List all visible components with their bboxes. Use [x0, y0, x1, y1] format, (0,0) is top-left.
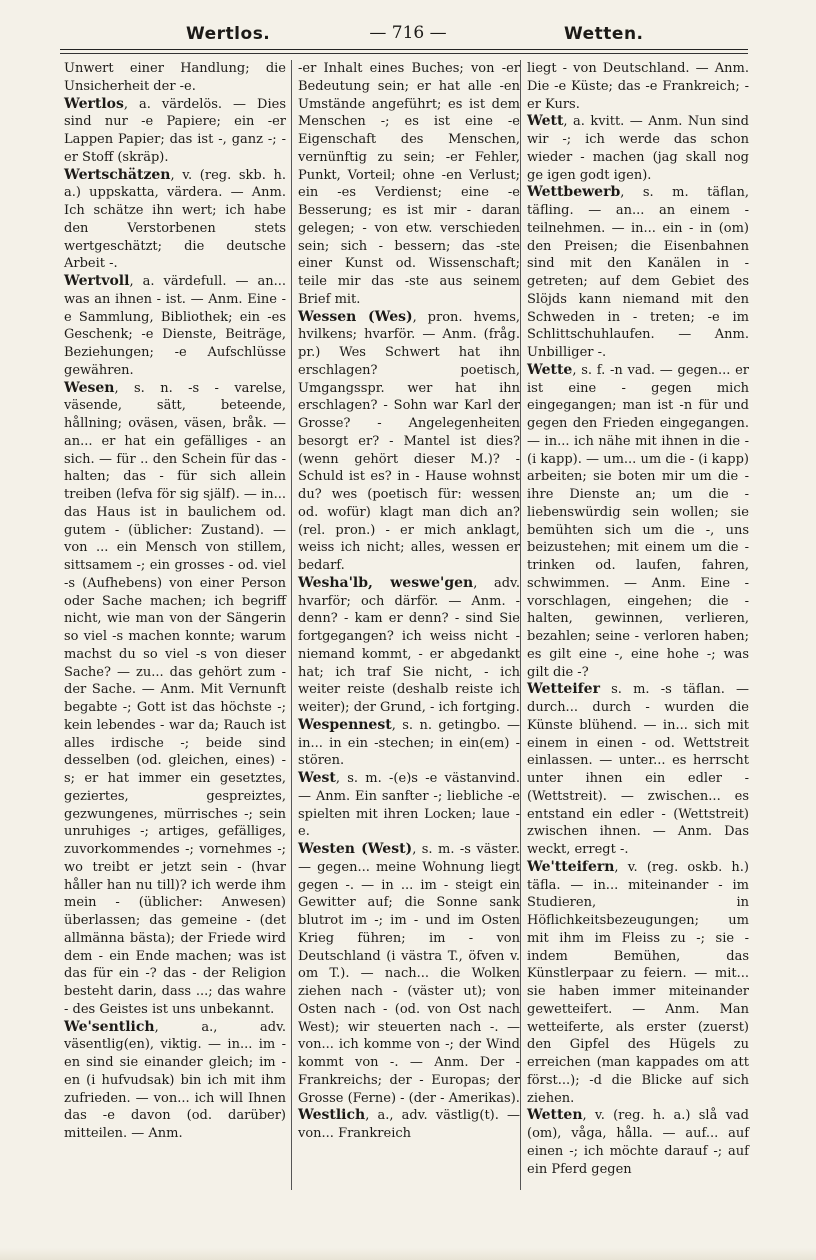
column-divider	[520, 60, 521, 1190]
column-1	[64, 60, 286, 1143]
entry-wessen: Wessen (Wes), pron. hvems, hvilkens; hvarför. — Anm. (fråg. pr.) Wes Schwert hat ihn erschlagen? poetisch, Umgangsspr. wer hat ihn erschlagen? - Sohn war Karl der Grosse? - Angelegenheiten besorgt er? - Mantel ist dies? (wenn gehört dieser M.)? - Schuld ist es? in - Hause wohnst du? wes (poetisch für: wessen od. wofür) klagt man dich an? (rel. pron.) - er mich anklagt, weiss ich nicht; alles, wessen er bedarf.	[298, 308, 520, 573]
headword: Wertlos	[64, 95, 124, 112]
column-3	[527, 60, 749, 1178]
headword: Wesen	[64, 379, 115, 396]
headword: Wett	[527, 113, 564, 130]
entry-text: liegt - von Deutschland. — Anm. Die -e Küste; das -e Frankreich; -er Kurs.	[527, 61, 749, 112]
headword: Wertvoll	[64, 273, 130, 289]
entry-wettbewerb: Wettbewerb, s. m. täflan, täfling. — an... an einem - teilnehmen. — in... ein - in (om) den Preisen; die Eisenbahnen sind mit den Kanälen in - getreten; auf dem Gebiet des Slöjds kann niemand mit den Schweden in - treten; -e im Schlittschuhlaufen. — Anm. Unbilliger -.	[527, 184, 749, 360]
headword: West	[298, 770, 336, 786]
entry-wette: Wette, s. f. -n vad. — gegen... er ist eine - gegen mich eingegangen; man ist -n für und gegen den Frieden eingegangen. — in... ich nähe mit ihnen in die - (i kapp). — um... um die - (i kapp) arbeiten; sie boten mir um die - ihre Dienste an; um die - liebenswürdig sein wollen; sie bemühten sich um die -, uns beizustehen; mit einem um die - trinken od. laufen, fahren, schwimmen. — Anm. Eine - vorschlagen, eingehen; die - halten, gewinnen, verlieren, bezahlen; seine - verloren haben; es gilt eine -, eine hohe -; was gilt die -?	[527, 361, 749, 680]
headword: Wertschätzen	[64, 166, 171, 183]
entry-text: Unwert einer Handlung; die Unsicherheit der -e.	[64, 61, 286, 94]
entry-text: -er Inhalt eines Buches; von -er Bedeutung sein; er hat alle -en Umstände angeführt; es ist dem Menschen -; es ist eine -e Eigenschaft des Menschen, vernünftig zu sein; -er Fehler, Punkt, Vorteil; ohne -en Verlust; ein -es Verdienst; eine -e Besserung; es ist mir - daran gelegen; - von etw. verschieden sein; sich - bessern; das -ste einer Kunst od. Wissenschaft; teile mir das -ste aus seinem Brief mit.	[298, 61, 520, 307]
headword: We'tteifern	[527, 858, 615, 875]
entry-weshalb: Wesha'lb, weswe'gen, adv. hvarför; och därför. — Anm. - denn? - kam er denn? - sind Sie fortgegangen? ich weiss nicht - niemand kommt, - er abgedankt hat; ich traf Sie nicht, - ich weiter reiste (deshalb reiste ich weiter); der Grund, - ich fortging.	[298, 574, 520, 715]
entry-wetteifern: We'tteifern, v. (reg. oskb. h.) täfla. — in... miteinander - im Studieren, in Höflichkeitsbezeugungen; um mit ihm im Fleiss zu -; sie - indem Bemühen, das Künstlerpaar zu feiern. — mit... sie haben immer miteinander gewetteifert. — Anm. Man wetteiferte, als erster (zuerst) den Gipfel des Hügels zu erreichen (man kappades om att först...); -d die Blicke auf sich ziehen.	[527, 858, 749, 1106]
headword: Westen (West)	[298, 841, 413, 857]
entry-wertschaetzen: Wertschätzen, v. (reg. skb. h. a.) uppskatta, värdera. — Anm. Ich schätze ihn wert; ich habe den Verstorbenen stets wertgeschätzt; die deutsche Arbeit -.	[64, 166, 286, 272]
entry-wett: Wett, a. kvitt. — Anm. Nun sind wir -; ich werde das schon wieder - machen (jag skall nog ge igen godt igen).	[527, 113, 749, 183]
headword: Wetten	[527, 1107, 583, 1124]
entry-wetten: Wetten, v. (reg. h. a.) slå vad (om), våga, hålla. — auf... auf einen -; ich möchte darauf -; auf ein Pferd gegen	[527, 1107, 749, 1177]
headword: Wespennest	[298, 716, 392, 733]
page-bottom-edge	[0, 1248, 816, 1260]
entry-west: West, s. m. -(e)s -e västanvind. — Anm. Ein sanfter -; liebliche -e spielten mit ihren Locken; laue -e.	[298, 770, 520, 840]
entry-wetteifer: Wetteifer s. m. -s täflan. — durch... durch - wurden die Künste blühend. — in... sich mit einem in einen - od. Wettstreit einlassen. — unter... es herrscht unter ihnen ein edler - (Wettstreit). — zwischen... es entstand ein edler - (Wettstreit) zwischen ihnen. — Anm. Das weckt, erregt -.	[527, 681, 749, 857]
header-rule-thin	[60, 53, 748, 54]
header-last-entry: Wetten.	[564, 24, 644, 44]
entry-wertvoll: Wertvoll, a. värdefull. — an... was an ihnen - ist. — Anm. Eine -e Sammlung, Bibliothek; ein -es Geschenk; -e Dienste, Beiträge, Beziehungen; -e Aufschlüsse gewähren.	[64, 273, 286, 378]
header-rule	[60, 49, 748, 50]
headword: We'sentlich	[64, 1018, 155, 1035]
entry-westlich: Westlich, a., adv. västlig(t). — von... Frankreich	[298, 1107, 520, 1141]
page-number: — 716 —	[369, 23, 447, 43]
entry-wesen: Wesen, s. n. -s - varelse, väsende, sätt, beteende, hållning; oväsen, väsen, bråk. — an... er hat ein gefälliges - an sich. — für .. den Schein für das - halten; das - für sich allein treiben (lefva för sig själf). — in... das Haus ist in baulichem od. gutem - (üblicher: Zustand). — von ... ein Mensch von stillem, sittsamem -; ein grosses - od. viel -s (Aufhebens) von einer Person oder Sache machen; ich begriff nicht, wie man von der Sängerin so viel -s machen konnte; warum machst du so viel -s von dieser Sache? — zu... das gehört zum - der Sache. — Anm. Mit Vernunft begabte -; Gott ist das höchste -; kein lebendes - war da; Rauch ist alles irdische -; beide sind desselben (od. gleichen, eines) -s; er hat immer ein gesetztes, geziertes, gespreiztes, gezwungenes, mürrisches -; sein unruhiges -; artiges, gefälliges, zuvorkommendes -; vornehmes -; wo treibt er jetzt sein - (hvar håller han nu till)? ich werde ihm mein - (üblicher: Anwesen) überlassen; das gemeine - (det allmänna bästa); der Friede wird dem - ein Ende machen; was ist das für ein -? das - der Religion besteht darin, dass ...; das wahre - des Geistes ist uns unbekannt.	[64, 379, 286, 1017]
entry-westen: Westen (West), s. m. -s väster. — gegen... meine Wohnung liegt gegen -. — in ... im - steigt ein Gewitter auf; die Sonne sank blutrot im -; im - und im Osten Krieg führen; im - von Deutschland (i västra T., öfven v. om T.). — nach... die Wolken ziehen nach - (väster ut); von Osten nach - (od. von Ost nach West); wir steuerten nach -. — von... ich komme von -; der Wind kommt von -. — Anm. Der - Frankreichs; der - Europas; der Grosse (Ferne) - (der - Amerikas).	[298, 841, 520, 1106]
headword: Westlich	[298, 1107, 366, 1124]
column-2	[298, 60, 520, 1143]
page-header	[58, 22, 748, 48]
headword: Wesha'lb, weswe'gen	[298, 574, 474, 591]
headword: Wettbewerb	[527, 184, 621, 201]
column-divider	[291, 60, 292, 1190]
headword: Wessen (Wes)	[298, 308, 413, 325]
header-first-entry: Wertlos.	[186, 24, 271, 44]
headword: Wette	[527, 361, 573, 378]
entry-wesentlich: We'sentlich, a., adv. väsentlig(en), viktig. — in... im -en sind sie einander gleich; im -en (i hufvudsak) bin ich mit ihm zufrieden. — von... ich will Ihnen das -e davon (od. darüber) mitteilen. — Anm.	[64, 1018, 286, 1141]
headword: Wetteifer	[527, 681, 600, 698]
entry-wertlos: Wertlos, a. värdelös. — Dies sind nur -e Papiere; ein -er Lappen Papier; das ist -, ganz -; -er Stoff (skräp).	[64, 95, 286, 165]
entry-wespennest: Wespennest, s. n. getingbo. — in... in ein -stechen; in ein(em) - stören.	[298, 716, 520, 769]
